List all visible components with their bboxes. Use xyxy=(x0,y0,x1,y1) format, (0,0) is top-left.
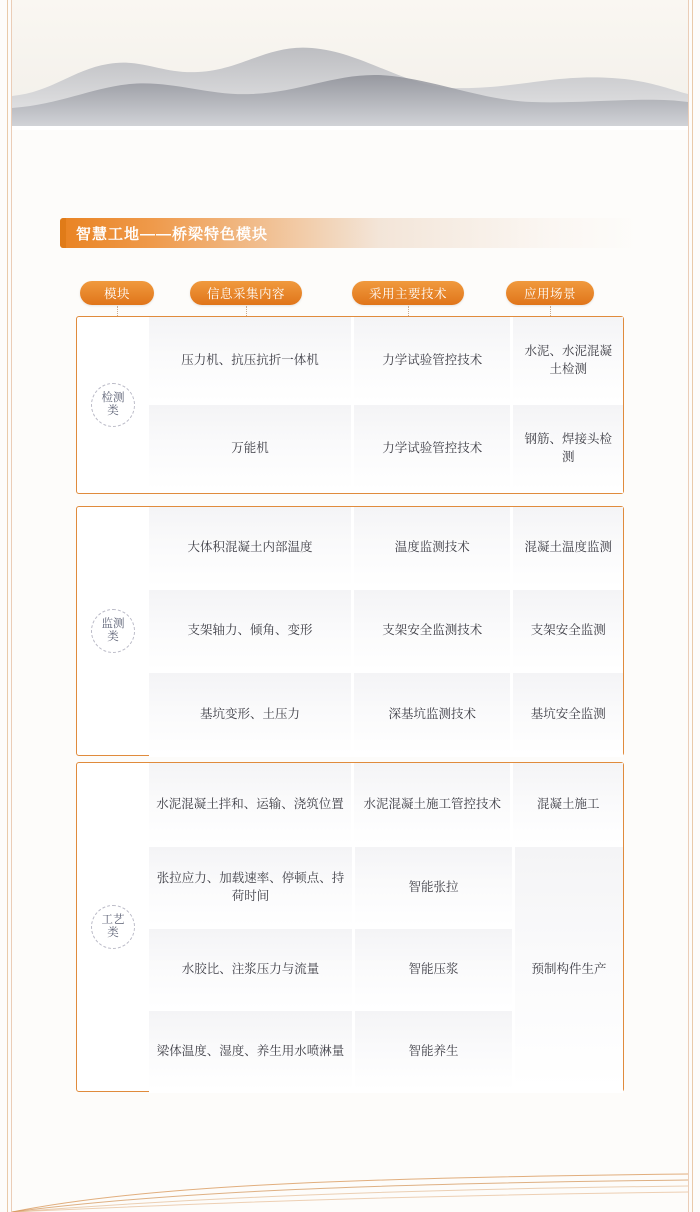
process-left-columns xyxy=(149,847,515,1093)
group-label-process xyxy=(91,905,135,949)
cell-scenario: 混凝土施工 xyxy=(513,763,623,847)
frame-line-left-inner xyxy=(11,0,12,1212)
cell-scenario: 水泥、水泥混凝土检测 xyxy=(513,317,623,405)
column-header-module: 模块 xyxy=(80,281,154,305)
table-row xyxy=(149,1011,515,1093)
group-detection xyxy=(76,316,624,494)
group-label-detection-text: 检测 类 xyxy=(101,392,125,417)
table-row xyxy=(149,673,623,757)
cell-collection: 压力机、抗压抗折一体机 xyxy=(149,317,354,405)
cell-scenario: 混凝土温度监测 xyxy=(513,507,623,590)
cell-technology: 支架安全监测技术 xyxy=(354,590,513,673)
mountain-banner xyxy=(12,0,688,130)
footer-stripes xyxy=(12,1172,688,1212)
cell-collection: 万能机 xyxy=(149,405,354,493)
footer-decoration xyxy=(12,1172,688,1212)
cell-scenario-merged: 预制构件生产 xyxy=(515,847,623,1093)
cell-collection: 张拉应力、加载速率、停顿点、持荷时间 xyxy=(149,847,355,929)
cell-technology: 力学试验管控技术 xyxy=(354,317,513,405)
group-label-detection xyxy=(91,383,135,427)
table-row xyxy=(149,929,515,1011)
page-title: 智慧工地——桥梁特色模块 xyxy=(76,225,269,243)
merged-scenario-block xyxy=(149,847,623,1093)
group-label-process-text: 工艺 类 xyxy=(101,914,125,939)
frame-line-left-outer xyxy=(7,0,8,1212)
table-row xyxy=(149,507,623,590)
cell-collection: 水泥混凝土拌和、运输、浇筑位置 xyxy=(149,763,354,847)
cell-scenario: 支架安全监测 xyxy=(513,590,623,673)
cell-technology: 智能张拉 xyxy=(355,847,515,929)
frame-line-right-inner xyxy=(688,0,689,1212)
section-title-bar xyxy=(60,218,640,248)
group-process-rows xyxy=(149,763,623,1093)
cell-scenario: 钢筋、焊接头检测 xyxy=(513,405,623,493)
mountain-illustration xyxy=(12,0,688,130)
column-header-scenario: 应用场景 xyxy=(506,281,594,305)
cell-technology: 智能养生 xyxy=(355,1011,515,1093)
cell-technology: 深基坑监测技术 xyxy=(354,673,513,757)
frame-line-right-outer xyxy=(692,0,693,1212)
cell-technology: 温度监测技术 xyxy=(354,507,513,590)
group-label-monitoring-text: 监测 类 xyxy=(101,618,125,643)
cell-collection: 水胶比、注浆压力与流量 xyxy=(149,929,355,1011)
cell-collection: 基坑变形、土压力 xyxy=(149,673,354,757)
group-detection-rows xyxy=(149,317,623,493)
cell-collection: 支架轴力、倾角、变形 xyxy=(149,590,354,673)
group-label-monitoring xyxy=(91,609,135,653)
table-row xyxy=(149,847,515,929)
cell-technology: 智能压浆 xyxy=(355,929,515,1011)
column-header-technology: 采用主要技术 xyxy=(352,281,464,305)
title-accent-bar xyxy=(60,218,66,248)
group-monitoring-rows xyxy=(149,507,623,757)
cell-scenario: 基坑安全监测 xyxy=(513,673,623,757)
cell-technology: 力学试验管控技术 xyxy=(354,405,513,493)
group-process xyxy=(76,762,624,1092)
table-row xyxy=(149,317,623,405)
group-monitoring xyxy=(76,506,624,756)
column-header-collection: 信息采集内容 xyxy=(190,281,302,305)
cell-collection: 梁体温度、湿度、养生用水喷淋量 xyxy=(149,1011,355,1093)
table-row xyxy=(149,405,623,493)
table-row xyxy=(149,590,623,673)
table-row xyxy=(149,763,623,847)
cell-collection: 大体积混凝土内部温度 xyxy=(149,507,354,590)
cell-technology: 水泥混凝土施工管控技术 xyxy=(354,763,513,847)
